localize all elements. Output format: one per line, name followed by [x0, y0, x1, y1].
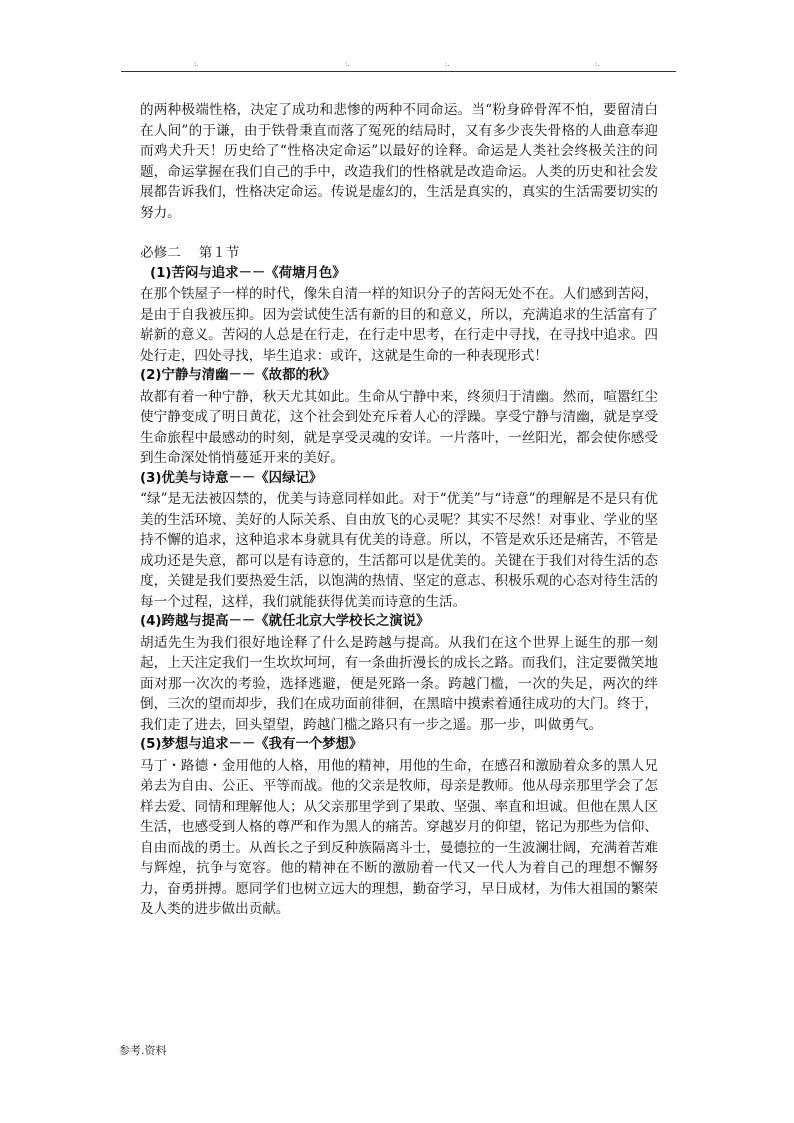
section-heading: (1)苦闷与追求－－《荷塘月色》: [150, 265, 346, 281]
intro-paragraph: 的两种极端性格，决定了成功和悲惨的两种不同命运。当“粉身碎骨浑不怕，要留清白在人间”的于谦，由于铁骨秉直而落了冤死的结局时，又有多少丧失骨格的人曲意奉迎而鸡犬升天！历史给了“性格决定命运”以最好的诠释。命运是人类社会终极关注的问题，命运掌握在我们自己的手中，改造我们的性格就是改造命运。人类的历史和社会发展都告诉我们，性格决定命运。传说是虚幻的，生活是真实的，真实的生活需要切实的努力。: [140, 102, 658, 221]
section-paragraph: 故都有着一种宁静，秋天尤其如此。生命从宁静中来，终须归于清幽。然而，喧嚣红尘使宁静变成了明日黄花，这个社会到处充斥着人心的浮躁。享受宁静与清幽，就是享受生命旅程中最感动的时刻，就是享受灵魂的安详。一片落叶，一丝阳光，都会使你感受到生命深处悄悄蔓延开来的美好。: [140, 388, 658, 466]
document-body: [140, 100, 658, 920]
section-heading: (3)优美与诗意－－《囚绿记》: [140, 470, 323, 486]
section-heading: (4)跨越与提高－－《就任北京大学校长之演说》: [140, 614, 430, 629]
section-heading: (2)宁静与清幽－－《故都的秋》: [140, 368, 336, 383]
section-paragraph: “绿”是无法被囚禁的，优美与诗意同样如此。对于“优美”与“诗意”的理解是不是只有优美的生活环境、美好的人际关系、自由放飞的心灵呢？其实不尽然！对事业、学业的坚持不懈的追求，这种追求本身就具有优美的诗意。所以，不管是欢乐还是痛苦，不管是成功还是失意，都可以是有诗意的，生活都可以是优美的。关键在于我们对待生活的态度，关键是我们要热爱生活，以饱满的热情、坚定的意志、积极乐观的心态对待生活的每一个过程，这样，我们就能获得优美而诗意的生活。: [140, 491, 658, 610]
header-mark: :.: [345, 60, 350, 68]
section-paragraph: 在那个铁屋子一样的时代，像朱自清一样的知识分子的苦闷无处不在。人们感到苦闷，是由于自我被压抑。因为尝试使生活有新的目的和意义，所以，充满追求的生活富有了崭新的意义。苦闷的人总是在行走，在行走中思考，在行走中寻找，在寻找中追求。四处行走，四处寻找，毕生追求：或许，这就是生命的一种表现形式！: [140, 286, 658, 364]
header-mark: :.: [445, 60, 450, 68]
section-paragraph: 马丁・路德・金用他的人格，用他的精神，用他的生命，在感召和激励着众多的黑人兄弟去为自由、公正、平等而战。他的父亲是牧师，母亲是教师。他从母亲那里学会了怎样去爱、同情和理解他人；从父亲那里学到了果敢、坚强、率直和坦诚。但他在黑人区生活，也感受到人格的尊严和作为黑人的痛苦。穿越岁月的仰望，铭记为那些为信仰、自由而战的勇士。从酋长之子到反种族隔离斗士，曼德拉的一生波澜壮阔，充满着苦难与辉煌，抗争与宽容。他的精神在不断的激励着一代又一代人为着自己的理想不懈努力，奋勇拼搏。愿同学们也树立远大的理想，勤奋学习，早日成材，为伟大祖国的繁荣及人类的进步做出贡献。: [140, 757, 658, 917]
section-heading: (5)梦想与追求－－《我有一个梦想》: [140, 737, 363, 752]
section-paragraph: 胡适先生为我们很好地诠释了什么是跨越与提高。从我们在这个世界上诞生的那一刻起，上天注定我们一生坎坎坷坷，有一条曲折漫长的成长之路。而我们，注定要微笑地面对那一次次的考验，选择逃避，便是死路一条。跨越门槛，一次的失足，两次的绊倒，三次的望而却步，我们在成功面前徘徊，在黑暗中摸索着通往成功的大门。终于，我们走了进去，回头望望，跨越门槛之路只有一步之遥。那一步，叫做勇气。: [140, 634, 658, 733]
footer-label: 参考.资料: [119, 1044, 167, 1057]
header-mark: :.: [194, 60, 199, 68]
section-label: 必修二 第１节: [140, 245, 240, 261]
header-rule: [121, 71, 676, 72]
header-mark: :.: [595, 60, 600, 68]
